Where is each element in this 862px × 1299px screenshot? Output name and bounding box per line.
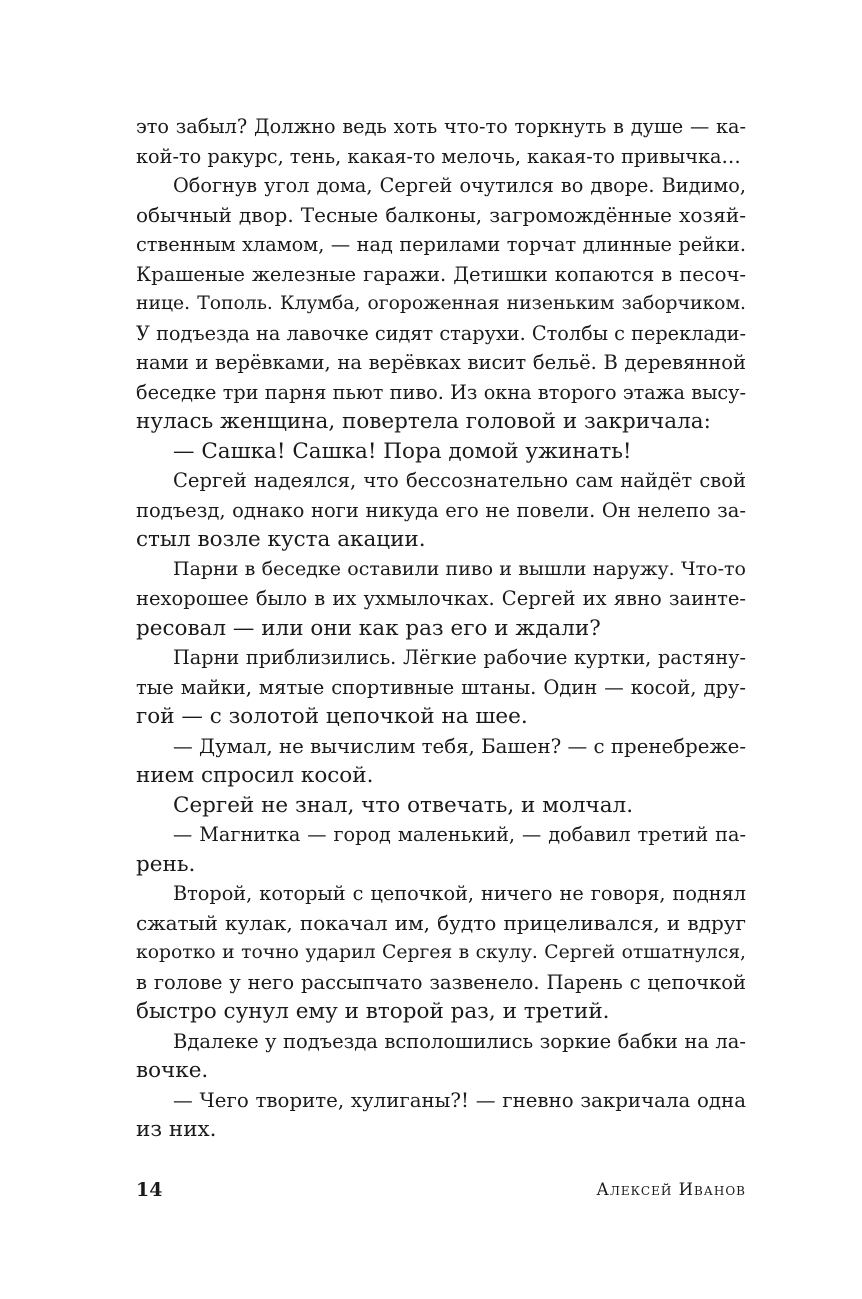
text-line: быстро сунул ему и второй раз, и третий. (136, 999, 610, 1024)
text-line: — Чего творите, хулиганы?! — гневно закричала одна (173, 1088, 746, 1112)
text-line: Второй, который с цепочкой, ничего не говоря, поднял (173, 882, 746, 905)
text-line: Сергей надеялся, что бессознательно сам найдёт свой (173, 469, 746, 492)
text-line: Сергей не знал, что отвечать, и молчал. (173, 792, 634, 818)
text-line: тые майки, мятые спортивные штаны. Один — косой, дру- (136, 675, 746, 699)
text-line: это забыл? Должно ведь хоть что-то торкнуть в душе — ка- (136, 115, 746, 138)
text-line: в голове у него рассыпчато зазвенело. Парень с цепочкой (136, 970, 746, 994)
text-line: — Магнитка — город маленький, — добавил третий па- (173, 823, 746, 846)
page-footer (136, 1178, 746, 1202)
text-line: гой — с золотой цепочкой на шее. (136, 704, 528, 729)
text-line: Парни в беседке оставили пиво и вышли наружу. Что-то (173, 557, 746, 580)
text-line: беседке три парня пьют пиво. Из окна второго этажа высу- (136, 380, 746, 404)
text-line: сжатый кулак, покачал им, будто прицеливался, и вдруг (136, 910, 746, 935)
text-line: нами и верёвками, на верёвках висит бельё. В деревянной (136, 351, 746, 374)
text-line: Парни приблизились. Лёгкие рабочие куртки, растяну- (173, 646, 746, 669)
text-line: рень. (136, 851, 196, 877)
text-line: ресовал — или они как раз его и ждали? (136, 615, 601, 641)
text-line: стыл возле куста акации. (136, 527, 426, 552)
text-line: кой-то ракурс, тень, какая-то мелочь, какая-то привычка… (136, 144, 741, 168)
text-line: Обогнув угол дома, Сергей очутился во дворе. Видимо, (173, 174, 746, 197)
text-line: — Сашка! Сашка! Пора домой ужинать! (173, 438, 632, 464)
page-body (136, 112, 746, 1145)
running-header-author: Алексей Иванов (596, 1180, 746, 1199)
text-line: подъезд, однако ноги никуда его не повели. Он нелепо за- (136, 498, 746, 522)
text-line: вочке. (136, 1058, 209, 1083)
text-line: ственным хламом, — над перилами торчат длинные рейки. (136, 233, 746, 256)
text-line: нием спросил косой. (136, 763, 374, 788)
text-line: из них. (136, 1117, 217, 1142)
text-line: Крашеные железные гаражи. Детишки копаются в песоч- (136, 262, 746, 286)
page-number: 14 (136, 1179, 163, 1201)
text-line: коротко и точно ударил Сергея в скулу. Сергей отшатнулся, (136, 942, 746, 963)
text-line: — Думал, не вычислим тебя, Башен? — с пренебреже- (173, 734, 746, 758)
text-line: нице. Тополь. Клумба, огороженная низеньким заборчиком. (136, 293, 746, 314)
text-line: нулась женщина, повертела головой и закричала: (136, 409, 711, 434)
text-line: обычный двор. Тесные балконы, загромождённые хозяй- (136, 202, 746, 227)
text-line: У подъезда на лавочке сидят старухи. Столбы с переклади- (136, 321, 746, 345)
text-line: нехорошее было в их ухмылочках. Сергей их явно заинте- (136, 587, 746, 610)
text-line: Вдалеке у подъезда всполошились зоркие бабки на ла- (173, 1029, 746, 1053)
